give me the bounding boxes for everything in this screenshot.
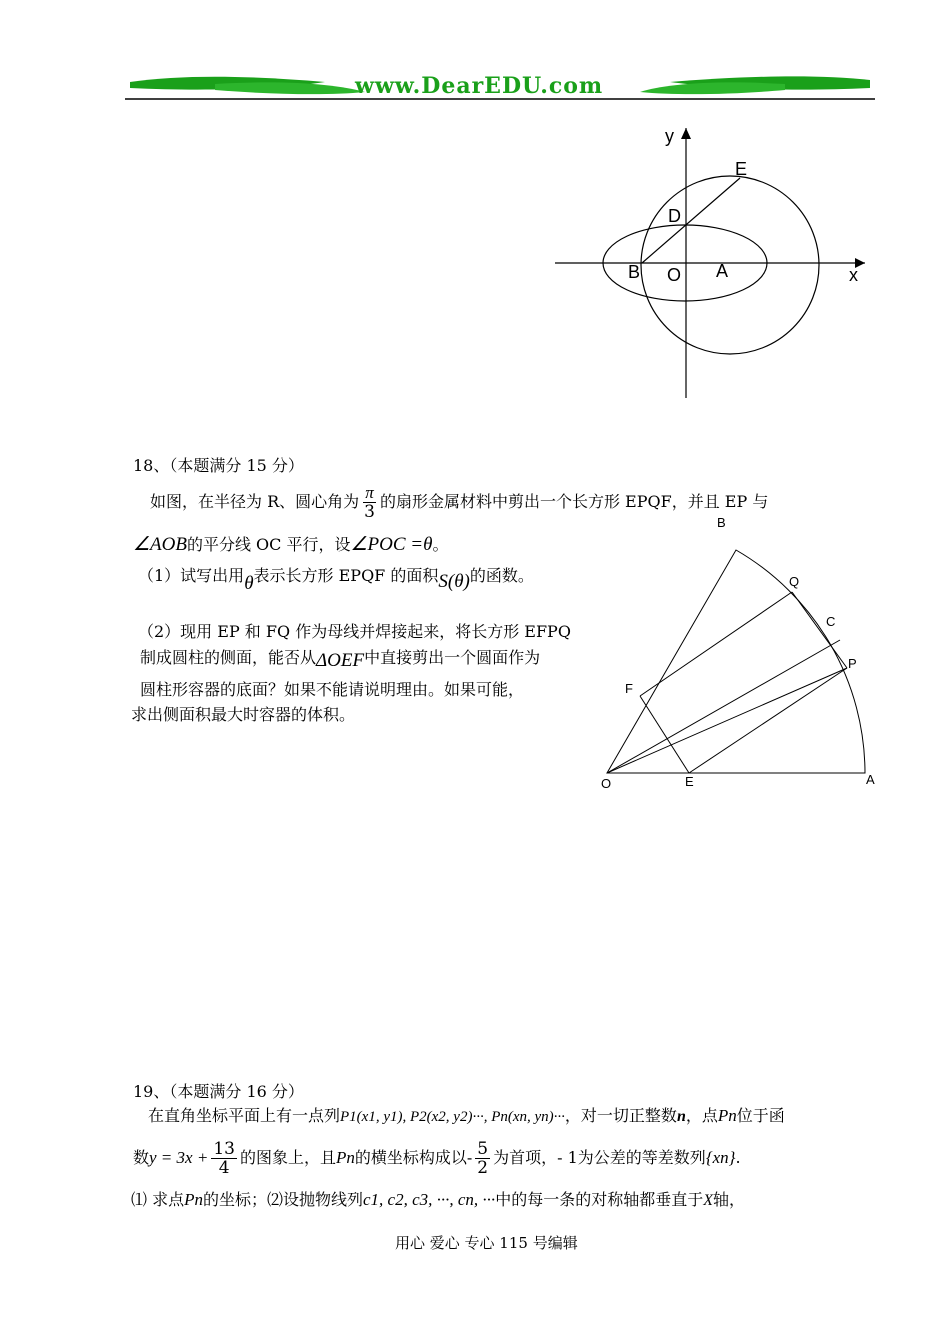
label-a2: A (866, 772, 875, 787)
var-n: n (676, 1108, 686, 1125)
header-logo-text: www.DearEDU.com (355, 73, 604, 99)
theta-symbol: θ (244, 573, 254, 594)
label-e: E (735, 159, 748, 179)
page-footer: 用心 爱心 专心 115 号编辑 (395, 1234, 578, 1252)
q18-part1: （1）试写出用θ表示长方形 EPQF 的面积S(θ)的函数。 (138, 566, 534, 594)
angle-aob: ∠AOB (133, 534, 187, 555)
point-pn: Pn (717, 1106, 737, 1125)
angle-poc: ∠POC =θ (350, 534, 433, 555)
label-c: C (826, 614, 836, 629)
fraction-13-4: $\frac{13}{4}$ (213, 1139, 235, 1178)
figure-coordinate-circle-ellipse (550, 120, 870, 405)
x-axis-symbol: X (703, 1192, 713, 1209)
point-pn-3: Pn (184, 1190, 203, 1209)
label-o: O (667, 265, 682, 285)
s-theta: S(θ) (438, 571, 470, 592)
figure-sector-rectangle (595, 510, 885, 800)
q19-title: 19、（本题满分 16 分） (133, 1082, 304, 1101)
q19-line1: 在直角坐标平面上有一点列P1(x1, y1), P2(x2, y2)···, Pn(xn, yn)···，对一切正整数n，点Pn位于函 (148, 1106, 785, 1125)
segment-oc (607, 640, 840, 773)
label-b2: B (717, 515, 726, 530)
xn-set: {xn} (705, 1148, 736, 1167)
point-pn-2: Pn (335, 1148, 355, 1167)
q18-line1-text-b: 的扇形金属材料中剪出一个长方形 EPQF，并且 EP 与 (379, 492, 769, 511)
segment-qp (792, 592, 847, 668)
q18-line2: ∠AOB的平分线 OC 平行，设∠POC =θ。 (133, 534, 449, 555)
neg-one: - 1 (557, 1148, 578, 1167)
parabola-sequence: c1, c2, c3, ···, cn, ··· (363, 1190, 496, 1209)
pi-over-3-fraction: $\frac{\pi}{3}$ (364, 483, 375, 522)
q19-line3: ⑴ 求点Pn的坐标；⑵设抛物线列c1, c2, c3, ···, cn, ···中的每一条的对称轴都垂直于X轴， (131, 1190, 745, 1209)
label-y: y (665, 126, 674, 146)
segment-ep (689, 668, 847, 773)
label-b: B (628, 262, 641, 282)
q19-line2: 数y = 3x + $\frac{13}{4}$ 的图象上，且Pn的横坐标构成以- $\frac{5}{2}$ 为首项，- 1为公差的等差数列{xn}. (133, 1139, 741, 1178)
label-o2: O (601, 776, 612, 791)
point-sequence: P1(x1, y1), P2(x2, y2)···, Pn(xn, yn)··· (340, 1109, 565, 1125)
q18-line1-text-a: 如图，在半径为 R、圆心角为 (150, 492, 360, 511)
q18-title: 18、（本题满分 15 分） (133, 456, 304, 475)
q18-part2-line3: 圆柱形容器的底面？如果不能请说明理由。如果可能， (140, 680, 525, 699)
segment-be (642, 178, 740, 263)
label-a: A (716, 261, 729, 281)
triangle-oef: ΔOEF (316, 650, 365, 671)
label-q: Q (789, 574, 800, 589)
label-d: D (668, 206, 681, 226)
label-x: x (849, 265, 858, 285)
label-p: P (848, 656, 857, 671)
label-f: F (625, 681, 633, 696)
sector-outline (607, 550, 865, 773)
y-axis-arrow-icon (681, 128, 691, 139)
q18-part2-line1: （2）现用 EP 和 FQ 作为母线并焊接起来，将长方形 EFPQ (138, 622, 571, 641)
q18-part2-line4: 求出侧面积最大时容器的体积。 (131, 705, 356, 724)
label-e2: E (685, 774, 694, 789)
segment-fe (640, 696, 689, 773)
page-header (125, 70, 875, 105)
q18-part2-line2: 制成圆柱的侧面，能否从ΔOEF中直接剪出一个圆面作为 (140, 648, 541, 671)
segment-op (607, 668, 847, 773)
fraction-5-2: $\frac{5}{2}$ (477, 1139, 489, 1178)
function-expr: y = 3x + (149, 1148, 209, 1167)
